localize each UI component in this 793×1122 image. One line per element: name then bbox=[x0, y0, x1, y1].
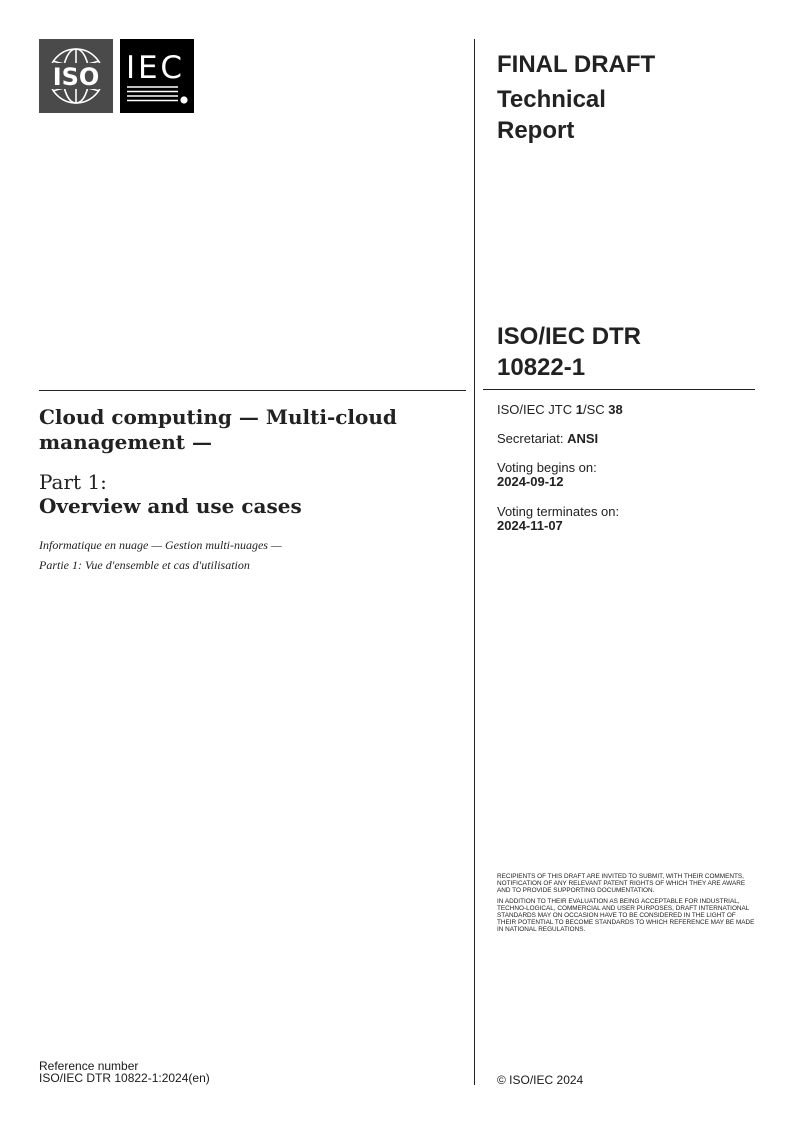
french-title bbox=[39, 535, 459, 575]
iec-logo-text: IEC bbox=[126, 50, 182, 86]
document-identifier-line1: ISO/IEC DTR bbox=[497, 323, 642, 350]
reference-number: ISO/IEC DTR 10822-1:2024(en) bbox=[39, 1071, 210, 1085]
reference-number-label: Reference number bbox=[39, 1059, 139, 1073]
voting-terminates bbox=[497, 505, 619, 533]
document-type-line2: Report bbox=[497, 117, 575, 144]
committee: ISO/IEC JTC 1/SC 38 bbox=[497, 402, 623, 417]
french-title-line1: Informatique en nuage — Gestion multi-nuages — bbox=[39, 538, 282, 552]
document-title-line1: Cloud computing — Multi-cloud bbox=[39, 405, 397, 429]
document-type bbox=[497, 84, 757, 146]
copyright-notice: © ISO/IEC 2024 bbox=[497, 1073, 584, 1087]
iso-logo-text: ISO bbox=[52, 63, 100, 91]
document-title bbox=[39, 405, 459, 455]
draft-disclaimer bbox=[497, 873, 755, 937]
column-divider bbox=[474, 39, 475, 1085]
iec-mark-icon bbox=[120, 39, 194, 113]
document-identifier bbox=[497, 321, 757, 383]
voting-begins bbox=[497, 461, 597, 489]
part-title: Overview and use cases bbox=[39, 494, 302, 518]
french-title-line2: Partie 1: Vue d'ensemble et cas d'utilisation bbox=[39, 558, 250, 572]
disclaimer-paragraph-patents: RECIPIENTS OF THIS DRAFT ARE INVITED TO SUBMIT, WITH THEIR COMMENTS, NOTIFICATION OF ANY RELEVANT PATENT RIGHTS OF WHICH THEY ARE AWARE AND TO PROVIDE SUPPORTING DOCUMENTATION. bbox=[497, 873, 746, 895]
document-identifier-line2: 10822-1 bbox=[497, 354, 586, 381]
document-title-line2: management — bbox=[39, 430, 212, 454]
secretariat: Secretariat: ANSI bbox=[497, 431, 599, 446]
voting-terminates-date: 2024-11-07 bbox=[497, 518, 563, 533]
iso-logo bbox=[39, 39, 113, 113]
part-label: Part 1: bbox=[39, 470, 107, 494]
voting-terminates-label: Voting terminates on: bbox=[497, 504, 620, 519]
title-rule-right bbox=[483, 389, 755, 390]
voting-begins-date: 2024-09-12 bbox=[497, 474, 564, 489]
document-type-line1: Technical bbox=[497, 86, 606, 113]
voting-begins-label: Voting begins on: bbox=[497, 460, 597, 475]
document-stage: FINAL DRAFT bbox=[497, 51, 656, 78]
iec-logo bbox=[120, 39, 194, 113]
title-rule-left bbox=[39, 390, 466, 391]
disclaimer-paragraph-regulations: IN ADDITION TO THEIR EVALUATION AS BEING ACCEPTABLE FOR INDUSTRIAL, TECHNO-LOGICAL, COMMERCIAL AND USER PURPOSES, DRAFT INTERNATIONAL STANDARDS MAY ON OCCASION HAVE TO BE CONSIDERED IN THE LIGHT OF THEIR POTENTIAL TO BECOME STANDARDS TO WHICH REFERENCE MAY BE MADE IN NATIONAL REGULATIONS. bbox=[497, 897, 755, 934]
iso-globe-icon bbox=[39, 39, 113, 113]
